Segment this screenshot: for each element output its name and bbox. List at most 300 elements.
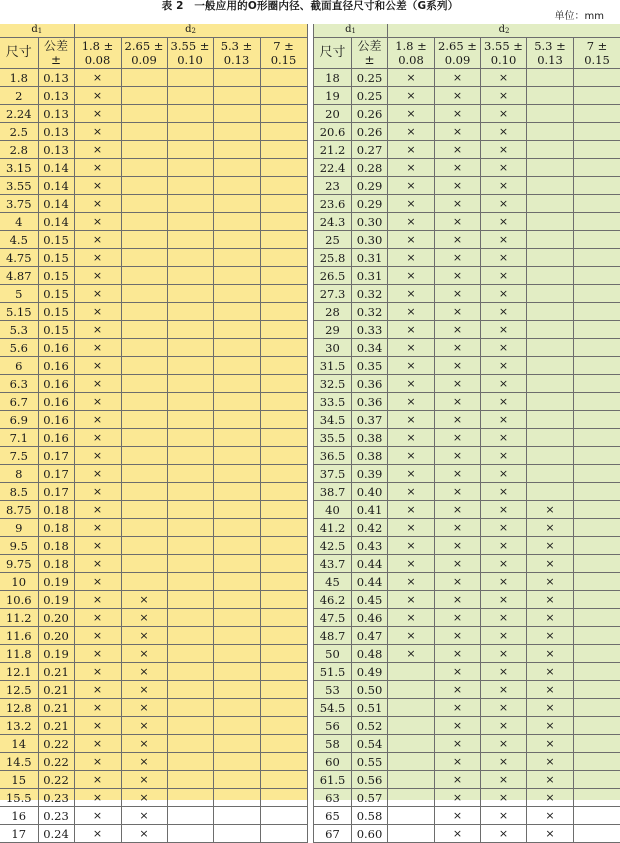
availability-cell xyxy=(574,141,620,159)
availability-cell xyxy=(574,285,620,303)
right-table-panel xyxy=(313,24,620,800)
tolerance-cell: 0.50 xyxy=(352,681,388,699)
table-row xyxy=(314,285,620,303)
availability-cell xyxy=(574,393,620,411)
availability-cell xyxy=(260,429,307,447)
availability-cell xyxy=(435,789,481,807)
table-row xyxy=(314,519,620,537)
cross-mark: × xyxy=(545,719,554,732)
availability-cell xyxy=(527,555,574,573)
availability-cell xyxy=(481,681,527,699)
cross-mark: × xyxy=(545,539,554,552)
availability-cell xyxy=(121,555,167,573)
availability-cell xyxy=(213,735,260,753)
cross-mark: × xyxy=(499,485,508,498)
availability-cell xyxy=(388,663,435,681)
cross-mark: × xyxy=(545,737,554,750)
availability-cell xyxy=(167,519,213,537)
tolerance-cell: 0.23 xyxy=(38,807,74,825)
cross-mark: × xyxy=(499,575,508,588)
availability-cell xyxy=(435,159,481,177)
availability-cell xyxy=(527,771,574,789)
availability-cell xyxy=(260,393,307,411)
table-row xyxy=(314,159,620,177)
availability-cell xyxy=(213,87,260,105)
availability-cell xyxy=(481,699,527,717)
availability-cell xyxy=(121,249,167,267)
cross-mark: × xyxy=(499,269,508,282)
table-row xyxy=(0,213,307,231)
availability-cell xyxy=(388,177,435,195)
availability-cell xyxy=(260,249,307,267)
tolerance-cell: 0.27 xyxy=(352,141,388,159)
cross-mark: × xyxy=(406,467,415,480)
availability-cell xyxy=(260,357,307,375)
table-row xyxy=(0,807,307,825)
availability-cell xyxy=(481,717,527,735)
availability-cell xyxy=(527,285,574,303)
availability-cell xyxy=(481,69,527,87)
availability-cell xyxy=(527,87,574,105)
availability-cell xyxy=(121,519,167,537)
availability-cell xyxy=(167,105,213,123)
availability-cell xyxy=(435,141,481,159)
availability-cell xyxy=(481,429,527,447)
cross-mark: × xyxy=(545,701,554,714)
availability-cell xyxy=(167,825,213,843)
tolerance-cell: 0.14 xyxy=(38,213,74,231)
size-cell: 2 xyxy=(0,87,38,105)
availability-cell xyxy=(388,249,435,267)
availability-cell xyxy=(74,789,121,807)
cross-mark: × xyxy=(93,431,102,444)
cross-mark: × xyxy=(93,467,102,480)
cross-mark: × xyxy=(545,773,554,786)
availability-cell xyxy=(435,339,481,357)
availability-cell xyxy=(388,69,435,87)
size-cell: 18 xyxy=(314,69,352,87)
tolerance-cell: 0.25 xyxy=(352,69,388,87)
table-row xyxy=(314,213,620,231)
cross-mark: × xyxy=(545,521,554,534)
availability-cell xyxy=(527,213,574,231)
cross-mark: × xyxy=(406,107,415,120)
size-cell: 35.5 xyxy=(314,429,352,447)
table-row xyxy=(0,393,307,411)
size-cell: 4.5 xyxy=(0,231,38,249)
availability-cell xyxy=(574,753,620,771)
availability-cell xyxy=(388,357,435,375)
cross-mark: × xyxy=(453,791,462,804)
tolerance-cell: 0.13 xyxy=(38,105,74,123)
availability-cell xyxy=(435,519,481,537)
size-cell: 19 xyxy=(314,87,352,105)
cross-mark: × xyxy=(93,143,102,156)
availability-cell xyxy=(388,555,435,573)
tolerance-cell: 0.54 xyxy=(352,735,388,753)
tolerance-cell: 0.16 xyxy=(38,393,74,411)
availability-cell xyxy=(74,825,121,843)
size-cell: 23.6 xyxy=(314,195,352,213)
cross-mark: × xyxy=(499,665,508,678)
availability-cell xyxy=(388,753,435,771)
availability-cell xyxy=(481,609,527,627)
tolerance-cell: 0.13 xyxy=(38,87,74,105)
cross-mark: × xyxy=(545,557,554,570)
cross-mark: × xyxy=(499,809,508,822)
cross-mark: × xyxy=(406,593,415,606)
availability-cell xyxy=(435,375,481,393)
size-cell: 12.5 xyxy=(0,681,38,699)
availability-cell xyxy=(74,339,121,357)
cross-mark: × xyxy=(139,593,148,606)
availability-cell xyxy=(121,717,167,735)
size-cell: 14 xyxy=(0,735,38,753)
cross-mark: × xyxy=(453,395,462,408)
availability-cell xyxy=(121,213,167,231)
table-row xyxy=(314,393,620,411)
cross-mark: × xyxy=(453,467,462,480)
availability-cell xyxy=(481,555,527,573)
availability-cell xyxy=(388,447,435,465)
availability-cell xyxy=(574,501,620,519)
availability-cell xyxy=(527,825,574,843)
size-cell: 3.75 xyxy=(0,195,38,213)
size-cell: 21.2 xyxy=(314,141,352,159)
availability-cell xyxy=(167,267,213,285)
cross-mark: × xyxy=(93,593,102,606)
availability-cell xyxy=(260,501,307,519)
cross-mark: × xyxy=(139,791,148,804)
cross-mark: × xyxy=(453,341,462,354)
size-cell: 36.5 xyxy=(314,447,352,465)
availability-cell xyxy=(167,177,213,195)
tolerance-cell: 0.16 xyxy=(38,429,74,447)
availability-cell xyxy=(213,681,260,699)
availability-cell xyxy=(213,627,260,645)
table-row xyxy=(314,501,620,519)
availability-cell xyxy=(260,681,307,699)
cross-mark: × xyxy=(545,593,554,606)
cross-mark: × xyxy=(499,683,508,696)
cross-mark: × xyxy=(406,341,415,354)
availability-cell xyxy=(481,771,527,789)
size-cell: 11.8 xyxy=(0,645,38,663)
availability-cell xyxy=(388,159,435,177)
availability-cell xyxy=(481,627,527,645)
availability-cell xyxy=(167,465,213,483)
availability-cell xyxy=(435,609,481,627)
availability-cell xyxy=(167,159,213,177)
cross-mark: × xyxy=(499,773,508,786)
size-cell: 40 xyxy=(314,501,352,519)
size-cell: 58 xyxy=(314,735,352,753)
size-cell: 11.6 xyxy=(0,627,38,645)
size-cell: 8.5 xyxy=(0,483,38,501)
availability-cell xyxy=(574,573,620,591)
cross-mark: × xyxy=(139,827,148,840)
availability-cell xyxy=(574,519,620,537)
cross-mark: × xyxy=(499,467,508,480)
availability-cell xyxy=(121,447,167,465)
cross-mark: × xyxy=(499,539,508,552)
cross-mark: × xyxy=(453,593,462,606)
cross-mark: × xyxy=(545,791,554,804)
cross-mark: × xyxy=(453,737,462,750)
availability-cell xyxy=(121,123,167,141)
size-cell: 11.2 xyxy=(0,609,38,627)
tolerance-column-header: 公差 ± xyxy=(352,38,388,69)
cross-mark: × xyxy=(139,737,148,750)
table-row xyxy=(0,825,307,843)
availability-cell xyxy=(74,627,121,645)
availability-cell xyxy=(167,483,213,501)
availability-cell xyxy=(74,141,121,159)
table-row xyxy=(0,105,307,123)
availability-cell xyxy=(260,519,307,537)
availability-cell xyxy=(527,393,574,411)
size-cell: 23 xyxy=(314,177,352,195)
availability-cell xyxy=(388,591,435,609)
availability-cell xyxy=(481,285,527,303)
availability-cell xyxy=(481,375,527,393)
availability-cell xyxy=(481,303,527,321)
cross-mark: × xyxy=(545,503,554,516)
availability-cell xyxy=(481,501,527,519)
cross-mark: × xyxy=(93,305,102,318)
availability-cell xyxy=(527,699,574,717)
availability-cell xyxy=(167,573,213,591)
cross-mark: × xyxy=(406,629,415,642)
tolerance-cell: 0.30 xyxy=(352,213,388,231)
availability-cell xyxy=(435,537,481,555)
tolerance-cell: 0.18 xyxy=(38,555,74,573)
availability-cell xyxy=(121,195,167,213)
availability-cell xyxy=(167,285,213,303)
table-row xyxy=(0,429,307,447)
cross-mark: × xyxy=(453,575,462,588)
availability-cell xyxy=(260,141,307,159)
cross-mark: × xyxy=(499,557,508,570)
availability-cell xyxy=(213,753,260,771)
tolerance-cell: 0.26 xyxy=(352,105,388,123)
availability-cell xyxy=(435,699,481,717)
availability-cell xyxy=(481,357,527,375)
size-cell: 32.5 xyxy=(314,375,352,393)
cross-mark: × xyxy=(545,665,554,678)
tolerance-cell: 0.14 xyxy=(38,195,74,213)
table-row xyxy=(0,231,307,249)
size-cell: 10 xyxy=(0,573,38,591)
table-row xyxy=(0,141,307,159)
availability-cell xyxy=(74,177,121,195)
cross-mark: × xyxy=(93,269,102,282)
availability-cell xyxy=(527,807,574,825)
availability-cell xyxy=(481,159,527,177)
size-column-header: 尺寸 xyxy=(0,38,38,69)
availability-cell xyxy=(213,699,260,717)
availability-cell xyxy=(121,429,167,447)
size-cell: 2.5 xyxy=(0,123,38,141)
availability-cell xyxy=(121,141,167,159)
tolerance-cell: 0.22 xyxy=(38,753,74,771)
availability-cell xyxy=(74,609,121,627)
availability-cell xyxy=(260,231,307,249)
availability-cell xyxy=(574,645,620,663)
availability-cell xyxy=(74,555,121,573)
cross-mark: × xyxy=(453,161,462,174)
availability-cell xyxy=(527,645,574,663)
availability-cell xyxy=(74,735,121,753)
availability-cell xyxy=(167,789,213,807)
availability-cell xyxy=(167,213,213,231)
availability-cell xyxy=(260,285,307,303)
availability-cell xyxy=(388,231,435,249)
size-cell: 47.5 xyxy=(314,609,352,627)
availability-cell xyxy=(121,357,167,375)
availability-cell xyxy=(213,321,260,339)
availability-cell xyxy=(435,591,481,609)
availability-cell xyxy=(213,447,260,465)
availability-cell xyxy=(74,429,121,447)
availability-cell xyxy=(481,573,527,591)
cross-mark: × xyxy=(499,359,508,372)
cross-mark: × xyxy=(453,827,462,840)
table-row xyxy=(0,285,307,303)
availability-cell xyxy=(167,357,213,375)
size-cell: 48.7 xyxy=(314,627,352,645)
availability-cell xyxy=(167,645,213,663)
cross-mark: × xyxy=(499,161,508,174)
size-cell: 9.5 xyxy=(0,537,38,555)
availability-cell xyxy=(121,771,167,789)
tolerance-cell: 0.36 xyxy=(352,393,388,411)
availability-cell xyxy=(481,807,527,825)
table-row xyxy=(0,501,307,519)
cross-mark: × xyxy=(453,377,462,390)
size-cell: 51.5 xyxy=(314,663,352,681)
availability-cell xyxy=(167,771,213,789)
availability-cell xyxy=(574,537,620,555)
size-cell: 14.5 xyxy=(0,753,38,771)
availability-cell xyxy=(574,159,620,177)
availability-cell xyxy=(481,753,527,771)
availability-cell xyxy=(213,231,260,249)
availability-cell xyxy=(527,717,574,735)
availability-cell xyxy=(435,465,481,483)
tolerance-cell: 0.51 xyxy=(352,699,388,717)
size-cell: 37.5 xyxy=(314,465,352,483)
availability-cell xyxy=(481,789,527,807)
availability-cell xyxy=(260,645,307,663)
availability-cell xyxy=(388,807,435,825)
size-cell: 2.8 xyxy=(0,141,38,159)
availability-cell xyxy=(74,519,121,537)
availability-cell xyxy=(260,483,307,501)
availability-cell xyxy=(574,69,620,87)
availability-cell xyxy=(435,681,481,699)
cross-mark: × xyxy=(453,143,462,156)
table-row xyxy=(0,537,307,555)
availability-cell xyxy=(121,609,167,627)
availability-cell xyxy=(527,195,574,213)
size-cell: 29 xyxy=(314,321,352,339)
availability-cell xyxy=(213,717,260,735)
size-cell: 24.3 xyxy=(314,213,352,231)
availability-cell xyxy=(574,771,620,789)
availability-cell xyxy=(213,465,260,483)
cross-mark: × xyxy=(453,539,462,552)
availability-cell xyxy=(260,195,307,213)
availability-cell xyxy=(388,195,435,213)
tolerance-cell: 0.15 xyxy=(38,249,74,267)
availability-cell xyxy=(527,267,574,285)
tolerance-cell: 0.32 xyxy=(352,303,388,321)
availability-cell xyxy=(74,807,121,825)
availability-cell xyxy=(74,87,121,105)
availability-cell xyxy=(388,627,435,645)
cross-mark: × xyxy=(453,305,462,318)
availability-cell xyxy=(167,393,213,411)
availability-cell xyxy=(213,195,260,213)
table-row xyxy=(314,303,620,321)
cross-mark: × xyxy=(406,233,415,246)
cross-mark: × xyxy=(453,683,462,696)
availability-cell xyxy=(260,105,307,123)
availability-cell xyxy=(574,483,620,501)
size-cell: 30 xyxy=(314,339,352,357)
tolerance-cell: 0.36 xyxy=(352,375,388,393)
availability-cell xyxy=(260,663,307,681)
size-cell: 67 xyxy=(314,825,352,843)
table-row xyxy=(0,447,307,465)
table-row xyxy=(0,159,307,177)
availability-cell xyxy=(435,555,481,573)
table-row xyxy=(314,627,620,645)
availability-cell xyxy=(481,591,527,609)
table-row xyxy=(314,87,620,105)
size-cell: 4 xyxy=(0,213,38,231)
table-row xyxy=(314,645,620,663)
availability-cell xyxy=(121,753,167,771)
availability-cell xyxy=(74,771,121,789)
cross-mark: × xyxy=(406,305,415,318)
tolerance-cell: 0.16 xyxy=(38,375,74,393)
cross-mark: × xyxy=(93,557,102,570)
availability-cell xyxy=(388,429,435,447)
cross-mark: × xyxy=(545,683,554,696)
table-row xyxy=(314,771,620,789)
availability-cell xyxy=(574,249,620,267)
availability-cell xyxy=(388,285,435,303)
availability-cell xyxy=(574,177,620,195)
cross-mark: × xyxy=(499,395,508,408)
availability-cell xyxy=(167,627,213,645)
availability-cell xyxy=(213,663,260,681)
cross-mark: × xyxy=(453,269,462,282)
availability-cell xyxy=(74,285,121,303)
availability-cell xyxy=(481,411,527,429)
availability-cell xyxy=(481,123,527,141)
tolerance-cell: 0.22 xyxy=(38,771,74,789)
tolerance-cell: 0.38 xyxy=(352,447,388,465)
tolerance-cell: 0.15 xyxy=(38,321,74,339)
availability-cell xyxy=(74,393,121,411)
availability-cell xyxy=(388,123,435,141)
availability-cell xyxy=(527,339,574,357)
availability-cell xyxy=(435,429,481,447)
availability-cell xyxy=(527,501,574,519)
